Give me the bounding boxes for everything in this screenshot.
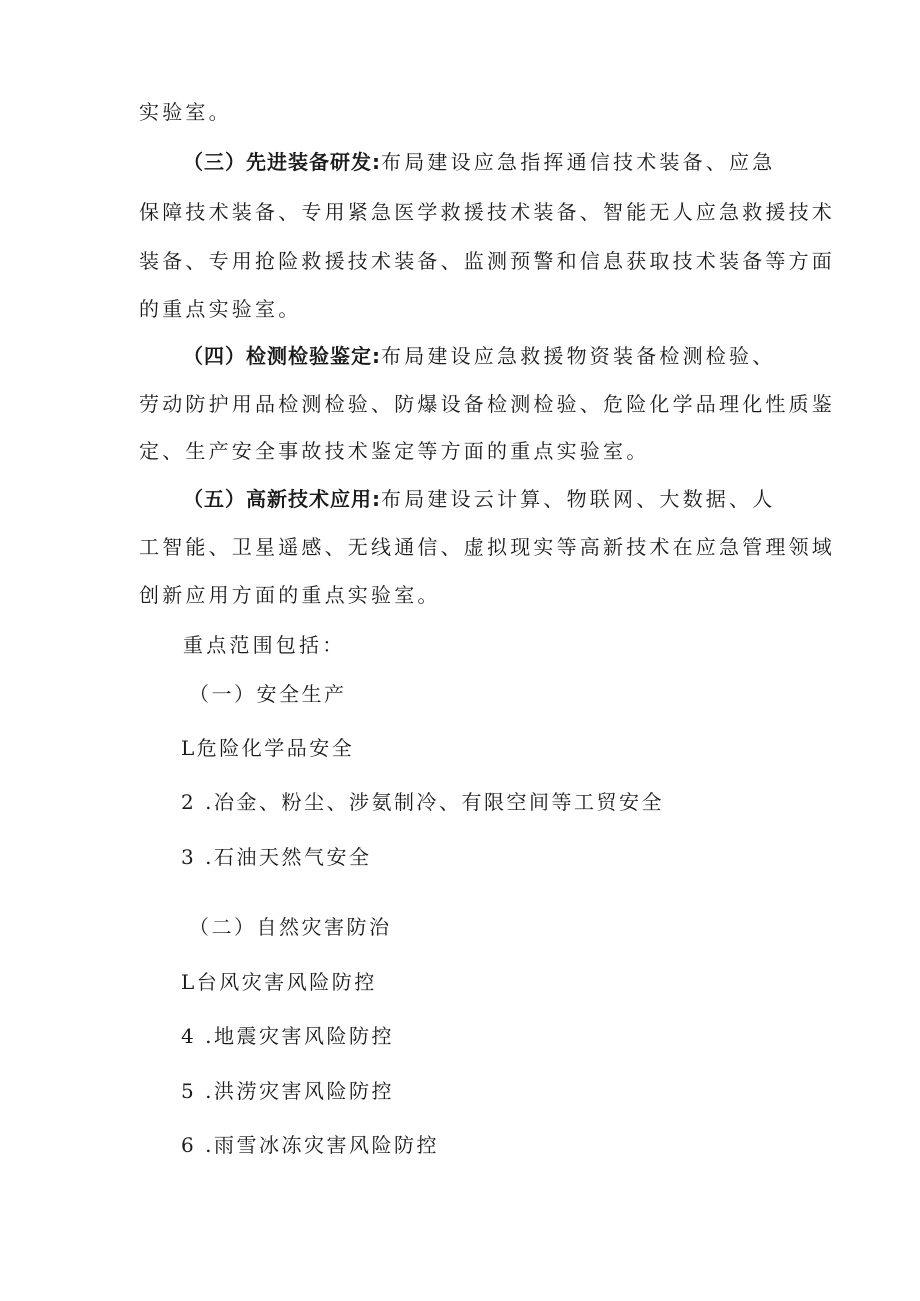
- paragraph-testing-line-1: [183, 342, 775, 370]
- heading-testing: （四）检测检验鉴定:: [183, 344, 381, 368]
- heading-equipment: （三）先进装备研发:: [183, 150, 381, 174]
- paragraph-equipment-line-2: 保障技术装备、专用紧急医学救援技术装备、智能无人应急救援技术: [139, 200, 835, 224]
- heading-hightech: （五）高新技术应用:: [183, 487, 381, 511]
- section-title-disaster: （二）自然灾害防治: [189, 915, 392, 939]
- list-item: 4 .地震灾害风险防控: [181, 1024, 394, 1048]
- paragraph-testing-line-2: 劳动防护用品检测检验、防爆设备检测检验、危险化学品理化性质鉴: [139, 392, 835, 416]
- paragraph-testing-line-3: 定、生产安全事故技术鉴定等方面的重点实验室。: [139, 439, 650, 463]
- paragraph-equipment-line-4: 的重点实验室。: [139, 297, 302, 321]
- list-item: L台风灾害风险防控: [181, 970, 377, 994]
- list-item: L危险化学品安全: [181, 736, 355, 760]
- list-item: 2 .冶金、粉尘、涉氨制冷、有限空间等工贸安全: [181, 790, 664, 814]
- list-item: 6 .雨雪冰冻灾害风险防控: [181, 1133, 439, 1157]
- paragraph-hightech-line-1: [183, 485, 775, 513]
- list-item: 5 .洪涝灾害风险防控: [181, 1079, 394, 1103]
- paragraph-equipment-line-3: 装备、专用抢险救援技术装备、监测预警和信息获取技术装备等方面: [139, 249, 835, 273]
- section-title-safety: （一）安全生产: [189, 682, 347, 706]
- list-item: 3 .石油天然气安全: [181, 845, 372, 869]
- scope-intro: 重点范围包括：: [183, 633, 346, 657]
- paragraph-hightech-line-2: 工智能、卫星遥感、无线通信、虚拟现实等高新技术在应急管理领域: [139, 535, 835, 559]
- paragraph-equipment-line-1: [183, 148, 775, 176]
- paragraph-text: 布局建设应急救援物资装备检测检验、: [381, 344, 776, 368]
- paragraph-text: 布局建设云计算、物联网、大数据、人: [381, 487, 776, 511]
- paragraph-hightech-line-3: 创新应用方面的重点实验室。: [139, 583, 441, 607]
- paragraph-text: 布局建设应急指挥通信技术装备、应急: [381, 150, 776, 174]
- paragraph-continuation: 实验室。: [139, 100, 232, 124]
